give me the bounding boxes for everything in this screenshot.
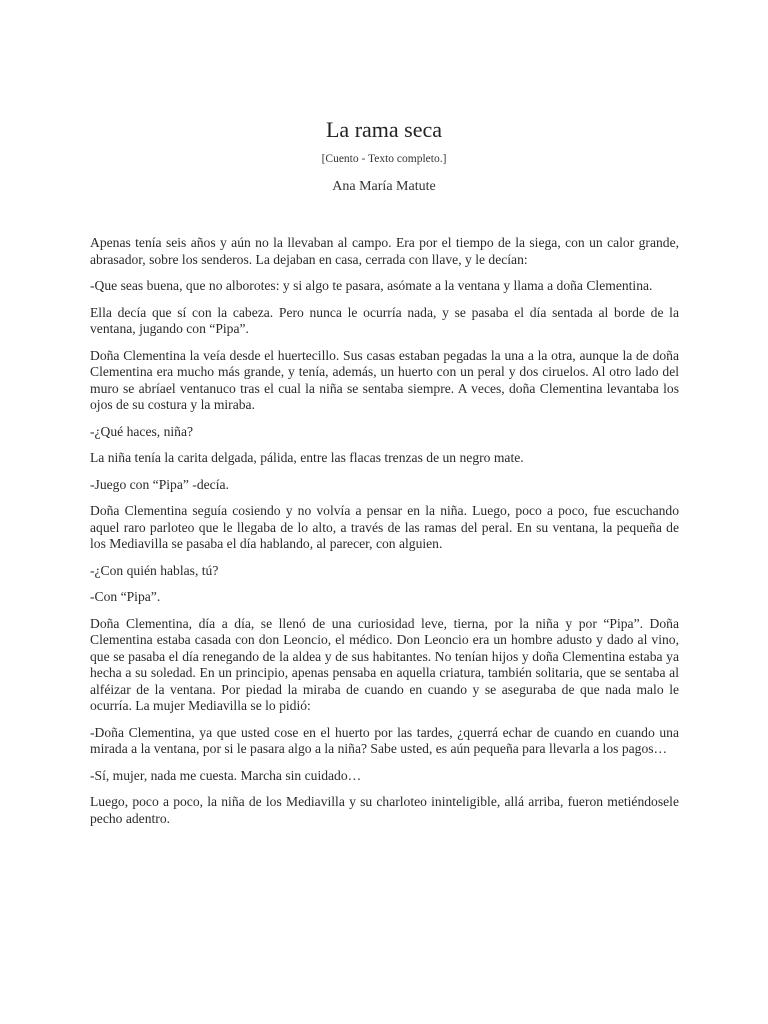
paragraph: -Juego con “Pipa” -decía. [90,476,229,492]
paragraph: -Con “Pipa”. [90,589,161,604]
paragraph: Luego, poco a poco, la niña de los Mediavilla y su charloteo ininteligible, allá arriba, fueron metiéndosele pecho adentro. [90,794,679,826]
paragraph: Doña Clementina, día a día, se llenó de una curiosidad leve, tierna, por la niña y por “Pipa”. Doña Clementina estaba casada con don Leoncio, el médico. Don Leoncio era un hombre adusto y dado al vino, que se pasaba el día renegando de la aldea y de sus habitantes. No tenían hijos y doña Clementina estaba ya hecha a su soledad. En un principio, apenas pensaba en aquella criatura, también solitaria, que se sentaba al alféizar de la ventana. Por piedad la miraba de cuando en cuando y se aseguraba de que nada malo le ocurría. La mujer Mediavilla se lo pidió: [90,615,679,713]
paragraph: Apenas tenía seis años y aún no la llevaban al campo. Era por el tiempo de la siega, con un calor grande, abrasador, sobre los senderos. La dejaban en casa, cerrada con llave, y le decían: [90,235,679,267]
document-title: La rama seca [325,117,443,142]
paragraph: -¿Qué haces, niña? [90,423,194,439]
paragraph: -Sí, mujer, nada me cuesta. Marcha sin cuidado… [90,767,362,783]
document-subtitle: [Cuento - Texto completo.] [321,153,447,165]
paragraph: Doña Clementina la veía desde el huertecillo. Sus casas estaban pegadas la una a la otra, aunque la de doña Clementina era mucho más grande, y tenía, además, un huerto con un peral y dos ciruelos. Al otro lado del muro se abríael ventanuco tras el cual la niña se sentaba siempre. A veces, doña Clementina levantaba los ojos de su costura y la miraba. [90,347,679,412]
paragraph: -Doña Clementina, ya que usted cose en el huerto por las tardes, ¿querrá echar de cuando en cuando una mirada a la ventana, por si le pasara algo a la niña? Sabe usted, es aún pequeña para llevarla a los pagos… [90,724,679,756]
paragraph: Ella decía que sí con la cabeza. Pero nunca le ocurría nada, y se pasaba el día sentada al borde de la ventana, jugando con “Pipa”. [90,304,679,336]
paragraph: La niña tenía la carita delgada, pálida, entre las flacas trenzas de un negro mate. [90,450,524,465]
paragraph: -Que seas buena, que no alborotes: y si algo te pasara, asómate a la ventana y llama a doña Clementina. [90,278,653,293]
document-body [90,235,679,837]
paragraph: Doña Clementina seguía cosiendo y no volvía a pensar en la niña. Luego, poco a poco, fue escuchando aquel raro parloteo que le llegaba de lo alto, a través de las ramas del peral. En su ventana, la pequeña de los Mediavilla se pasaba el día hablando, al parecer, con alguien. [90,503,679,551]
paragraph: -¿Con quién hablas, tú? [90,562,219,578]
document-author: Ana María Matute [332,179,436,194]
